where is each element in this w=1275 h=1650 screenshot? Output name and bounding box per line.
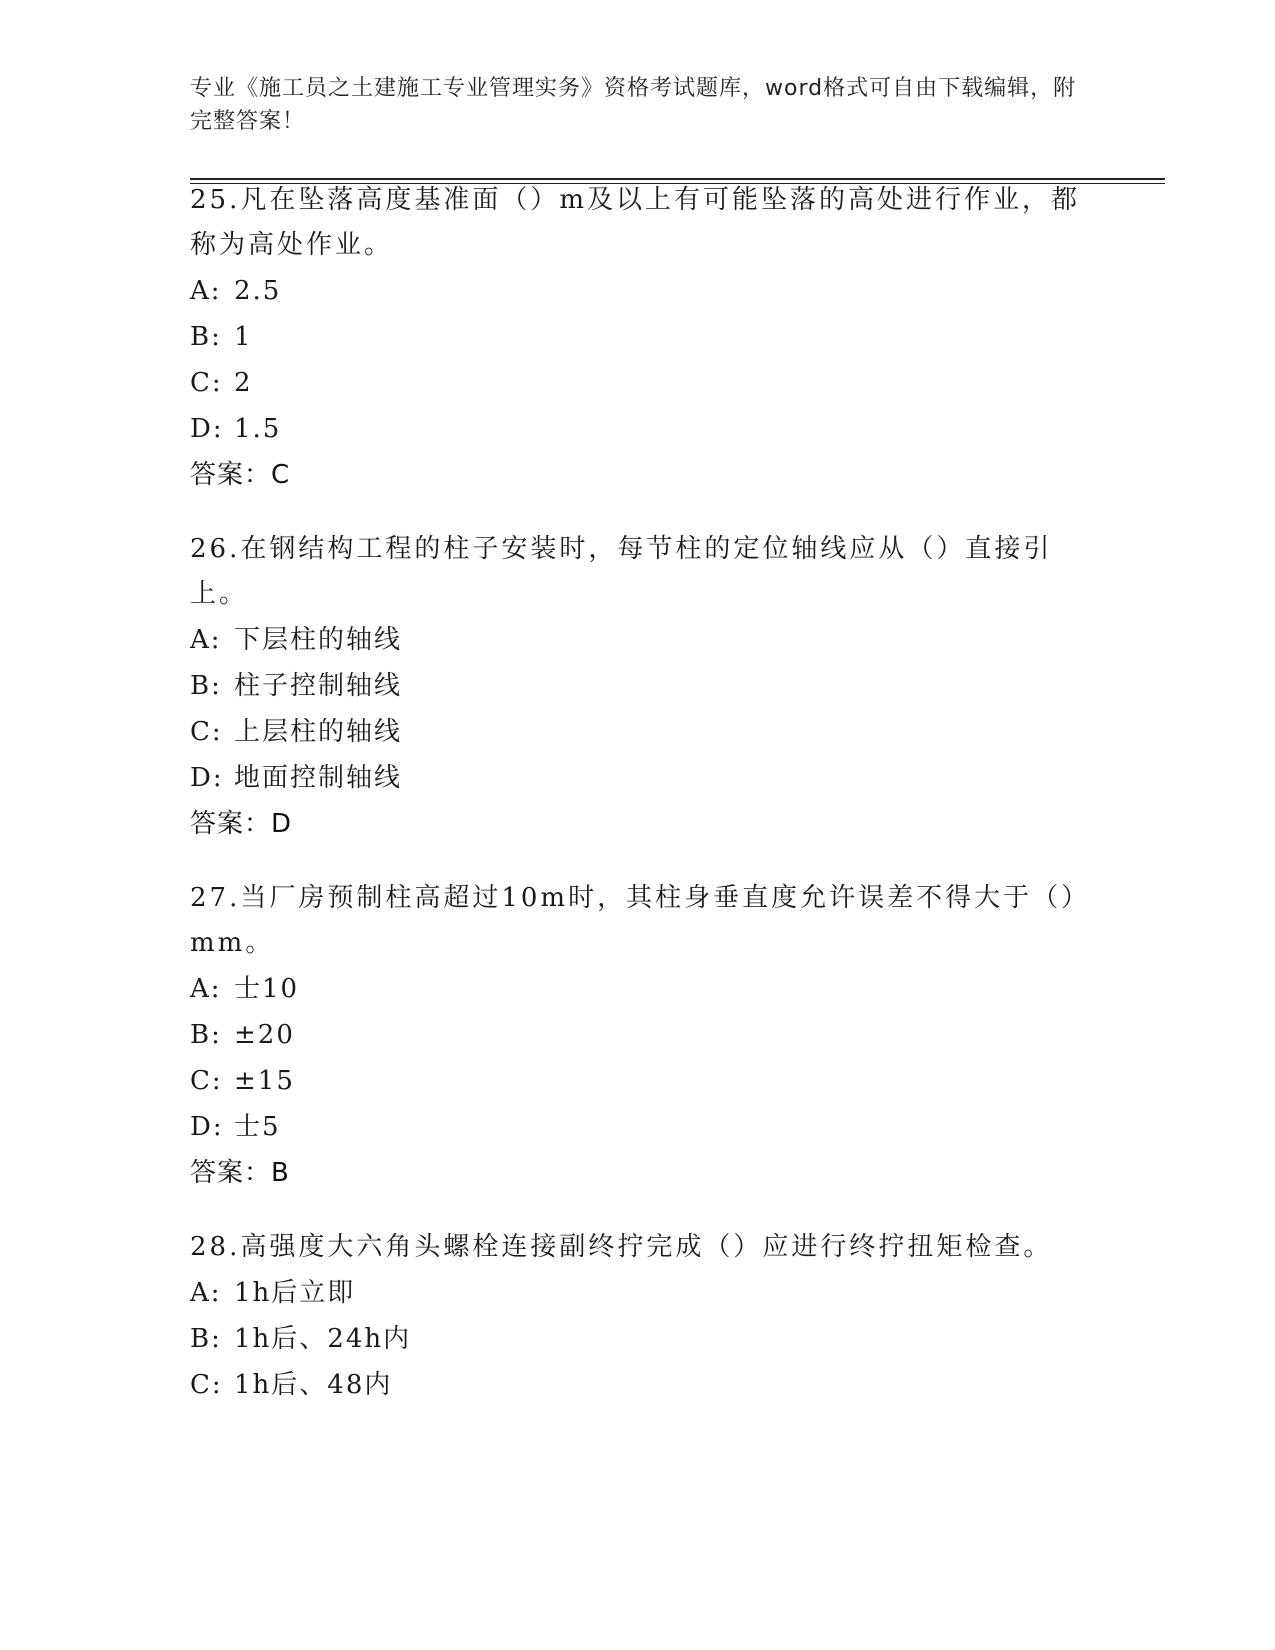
option-text: 下层柱的轴线 bbox=[234, 625, 403, 655]
option-text: ±20 bbox=[234, 1020, 295, 1050]
option-label: C: bbox=[190, 368, 223, 398]
question-26 bbox=[190, 527, 1090, 847]
option-a bbox=[190, 268, 1090, 314]
answer-line: 答案：D bbox=[190, 809, 293, 839]
option-c bbox=[190, 709, 1090, 755]
question-stem: 27.当厂房预制柱高超过10m时，其柱身垂直度允许误差不得大于（）mm。 bbox=[190, 883, 1078, 958]
question-stem: 25.凡在坠落高度基准面（）m及以上有可能坠落的高处进行作业，都称为高处作业。 bbox=[190, 185, 1081, 260]
option-label: A: bbox=[190, 276, 222, 306]
option-label: C: bbox=[190, 717, 223, 747]
option-d bbox=[190, 1104, 1090, 1150]
option-text: 2.5 bbox=[234, 276, 282, 306]
option-b bbox=[190, 1316, 1090, 1362]
option-text: 2 bbox=[234, 368, 253, 398]
option-c bbox=[190, 1362, 1090, 1408]
option-text: 1.5 bbox=[234, 414, 282, 444]
option-b bbox=[190, 1012, 1090, 1058]
question-stem: 26.在钢结构工程的柱子安装时，每节柱的定位轴线应从（）直接引上。 bbox=[190, 534, 1053, 609]
option-text: ±15 bbox=[234, 1066, 295, 1096]
option-label: B: bbox=[190, 322, 222, 352]
option-label: B: bbox=[190, 1324, 222, 1354]
question-27 bbox=[190, 876, 1090, 1196]
option-label: C: bbox=[190, 1370, 223, 1400]
option-label: C: bbox=[190, 1066, 223, 1096]
option-text: 1h后、24h内 bbox=[234, 1324, 412, 1354]
option-label: A: bbox=[190, 625, 222, 655]
option-b bbox=[190, 314, 1090, 360]
option-label: A: bbox=[190, 974, 222, 1004]
option-b bbox=[190, 663, 1090, 709]
option-text: 士10 bbox=[234, 974, 300, 1004]
question-28 bbox=[190, 1225, 1090, 1408]
option-label: A: bbox=[190, 1278, 222, 1308]
option-label: D: bbox=[190, 414, 224, 444]
option-label: D: bbox=[190, 763, 224, 793]
answer-line: 答案：B bbox=[190, 1158, 290, 1188]
option-text: 地面控制轴线 bbox=[234, 763, 403, 793]
option-a bbox=[190, 1270, 1090, 1316]
option-text: 士5 bbox=[234, 1112, 281, 1142]
option-c bbox=[190, 1058, 1090, 1104]
option-label: D: bbox=[190, 1112, 224, 1142]
option-c bbox=[190, 360, 1090, 406]
option-text: 1 bbox=[234, 322, 253, 352]
option-text: 1h后立即 bbox=[234, 1278, 356, 1308]
option-label: B: bbox=[190, 671, 222, 701]
option-text: 1h后、48内 bbox=[234, 1370, 393, 1400]
option-d bbox=[190, 406, 1090, 452]
option-a bbox=[190, 617, 1090, 663]
option-text: 上层柱的轴线 bbox=[234, 717, 403, 747]
option-label: B: bbox=[190, 1020, 222, 1050]
answer-line: 答案：C bbox=[190, 460, 291, 490]
question-25 bbox=[190, 178, 1090, 498]
question-stem: 28.高强度大六角头螺栓连接副终拧完成（）应进行终拧扭矩检查。 bbox=[190, 1232, 1053, 1262]
option-a bbox=[190, 966, 1090, 1012]
option-d bbox=[190, 755, 1090, 801]
document-header: 专业《施工员之土建施工专业管理实务》资格考试题库，word格式可自由下载编辑，附完整答案！ bbox=[190, 76, 1077, 134]
option-text: 柱子控制轴线 bbox=[234, 671, 403, 701]
